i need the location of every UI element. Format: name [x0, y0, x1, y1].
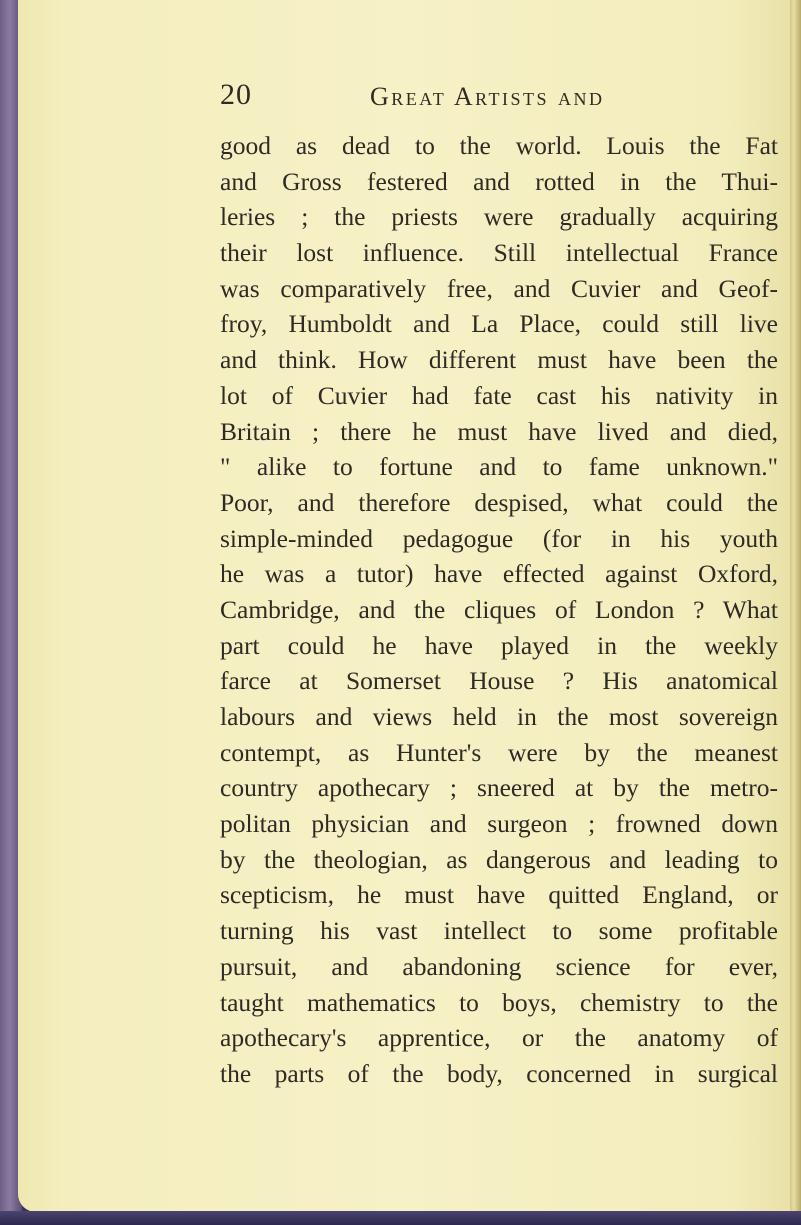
text-line: simple-minded pedagogue (for in his youth: [220, 523, 778, 553]
text-line: Britain ; there he must have lived and died,: [220, 416, 778, 446]
text-line: Cambridge, and the cliques of London ? What: [220, 594, 778, 624]
running-head: Great Artists and: [370, 82, 605, 111]
text-line: labours and views held in the most sovereign: [220, 702, 778, 731]
text-line: pursuit, and abandoning science for ever,: [220, 951, 778, 981]
text-line: " alike to fortune and to fame unknown.": [220, 452, 778, 482]
text-line: by the theologian, as dangerous and leading to: [220, 844, 778, 874]
book-bottom-edge: [0, 1211, 801, 1225]
text-line: part could he have played in the weekly: [220, 630, 778, 660]
text-line: leries ; the priests were gradually acquiring: [220, 202, 778, 232]
text-line: contempt, as Hunter's were by the meanest: [220, 737, 778, 767]
text-line: good as dead to the world. Louis the Fat: [220, 131, 778, 160]
text-line: turning his vast intellect to some profitable: [220, 916, 778, 946]
text-line: country apothecary ; sneered at by the metro-: [220, 773, 778, 803]
text-line: he was a tutor) have effected against Oxford,: [220, 559, 778, 589]
text-line: scepticism, he must have quitted England, or: [220, 880, 778, 910]
page-header: [18, 78, 790, 118]
text-line: froy, Humboldt and La Place, could still live: [220, 309, 778, 339]
text-line: and think. How different must have been the: [220, 345, 778, 375]
text-line: lot of Cuvier had fate cast his nativity in: [220, 380, 778, 410]
page-number: 20: [220, 78, 252, 111]
book-page: [18, 0, 790, 1212]
text-line: was comparatively free, and Cuvier and Geof-: [220, 273, 778, 303]
text-line: farce at Somerset House ? His anatomical: [220, 666, 778, 696]
text-line: Poor, and therefore despised, what could the: [220, 487, 778, 517]
text-line: and Gross festered and rotted in the Thui-: [220, 166, 778, 196]
text-line: politan physician and surgeon ; frowned down: [220, 809, 778, 839]
text-line: their lost influence. Still intellectual France: [220, 238, 778, 268]
body-text: [220, 128, 790, 1092]
text-line: taught mathematics to boys, chemistry to the: [220, 987, 778, 1017]
text-line: the parts of the body, concerned in surgical: [220, 1058, 778, 1088]
page-edges-right: [789, 0, 801, 1225]
text-line: apothecary's apprentice, or the anatomy of: [220, 1023, 778, 1053]
